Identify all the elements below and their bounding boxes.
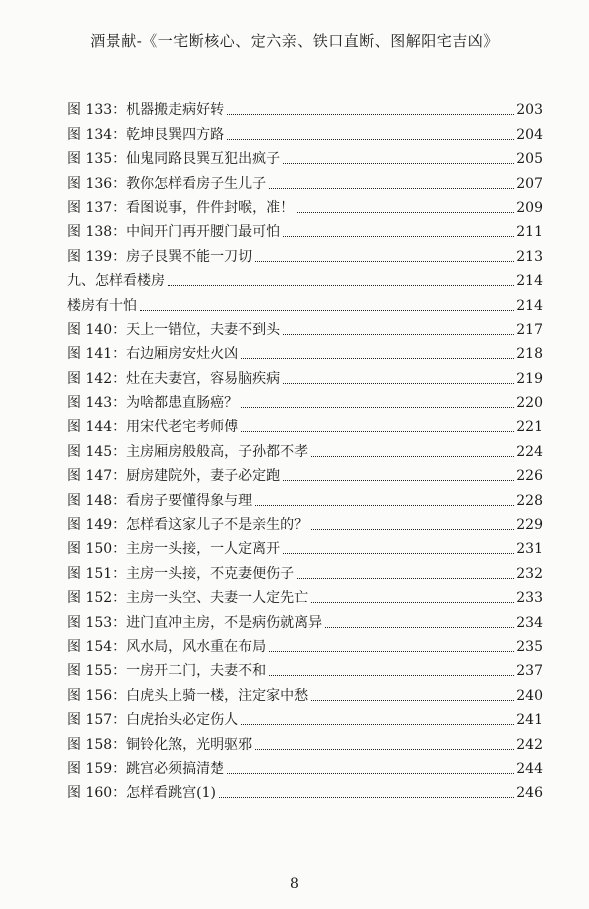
toc-entry-page: 213 — [516, 248, 543, 265]
toc-entry — [67, 339, 543, 363]
toc-entry — [67, 363, 543, 387]
toc-entry-page: 217 — [516, 321, 543, 338]
dot-leader — [297, 577, 514, 579]
dot-leader — [311, 455, 514, 457]
toc-entry-page: 204 — [516, 126, 543, 143]
toc-entry-title: 图 141：右边厢房安灶火凶 — [67, 346, 239, 363]
toc-entry — [67, 534, 543, 558]
toc-entry — [67, 144, 543, 168]
dot-leader — [227, 138, 514, 140]
toc-entry — [67, 315, 543, 339]
toc-entry — [67, 241, 543, 265]
toc-entry-title: 图 148：看房子要懂得象与理 — [67, 492, 253, 509]
page-number: 8 — [290, 876, 299, 892]
dot-leader — [283, 479, 514, 481]
toc-entry-title: 图 160：怎样看跳宫(1) — [67, 785, 217, 802]
toc-entry-title: 图 143：为啥都患直肠癌？ — [67, 395, 239, 412]
toc-entry-title: 图 155：一房开二门，夫妻不和 — [67, 663, 267, 680]
toc-entry — [67, 729, 543, 753]
toc-entry-title: 图 153：进门直冲主房，不是病伤就离异 — [67, 614, 323, 631]
toc-entry-page: 224 — [516, 443, 543, 460]
toc-entry-title: 图 144：用宋代老宅考师傅 — [67, 419, 239, 436]
toc-entry-title: 图 138：中间开门再开腰门最可怕 — [67, 224, 281, 241]
toc-entry-title: 图 158：铜铃化煞，光明驱邪 — [67, 736, 253, 753]
toc-entry-page: 246 — [516, 785, 543, 802]
toc-entry-title: 图 154：风水局，风水重在布局 — [67, 638, 267, 655]
dot-leader — [269, 187, 514, 189]
dot-leader — [255, 504, 514, 506]
toc-entry-title: 图 140：天上一错位，夫妻不到头 — [67, 321, 281, 338]
toc-entry-page: 240 — [516, 687, 543, 704]
toc-entry — [67, 436, 543, 460]
dot-leader — [241, 430, 514, 432]
dot-leader — [283, 552, 514, 554]
toc-entry-title: 九、怎样看楼房 — [67, 273, 165, 290]
toc-entry-page: 219 — [516, 370, 543, 387]
dot-leader — [255, 748, 514, 750]
toc-entry-title: 图 156：白虎头上骑一楼，注定家中愁 — [67, 687, 309, 704]
toc-entry-page: 211 — [516, 224, 543, 241]
toc-entry-title: 图 151：主房一头接，不克妻便伤子 — [67, 565, 295, 582]
toc-entry — [67, 632, 543, 656]
dot-leader — [269, 674, 514, 676]
dot-leader — [283, 235, 514, 237]
toc-entry — [67, 266, 543, 290]
toc-entry-title: 图 159：跳宫必须搞清楚 — [67, 760, 225, 777]
dot-leader — [311, 601, 514, 603]
toc-entry — [67, 217, 543, 241]
toc-entry-page: 235 — [516, 638, 543, 655]
toc-entry — [67, 510, 543, 534]
toc-entry-page: 220 — [516, 395, 543, 412]
toc-entry-title: 图 139：房子艮巽不能一刀切 — [67, 248, 253, 265]
toc-entry-title: 图 149：怎样看这家儿子不是亲生的？ — [67, 517, 309, 534]
toc-entry — [67, 168, 543, 192]
dot-leader — [311, 528, 514, 530]
toc-entry-page: 228 — [516, 492, 543, 509]
dot-leader — [311, 699, 514, 701]
toc-entry-title: 楼房有十怕 — [67, 297, 137, 314]
toc-entry-title: 图 133：机器搬走病好转 — [67, 102, 225, 119]
toc-entry-title: 图 150：主房一头接，一人定离开 — [67, 541, 281, 558]
toc-entry-title: 图 152：主房一头空、夫妻一人定先亡 — [67, 590, 309, 607]
toc-entry-page: 214 — [516, 273, 543, 290]
dot-leader — [297, 211, 514, 213]
toc-entry — [67, 485, 543, 509]
toc-entry-page: 209 — [516, 199, 543, 216]
toc-entry-title: 图 134：乾坤艮巽四方路 — [67, 126, 225, 143]
toc-entry-title: 图 137：看图说事，件件封喉，准！ — [67, 199, 295, 216]
dot-leader — [168, 284, 514, 286]
toc-entry — [67, 119, 543, 143]
toc-entry-page: 241 — [516, 712, 543, 729]
toc-entry-page: 237 — [516, 663, 543, 680]
dot-leader — [219, 796, 514, 798]
toc-entry-page: 207 — [516, 175, 543, 192]
toc-entry — [67, 705, 543, 729]
dot-leader — [283, 382, 514, 384]
toc-entry-page: 203 — [516, 102, 543, 119]
toc-entry-title: 图 157：白虎抬头必定伤人 — [67, 712, 239, 729]
table-of-contents — [67, 95, 543, 802]
dot-leader — [241, 357, 514, 359]
toc-entry — [67, 778, 543, 802]
dot-leader — [283, 333, 514, 335]
page-header: 酒景献-《一宅断核心、定六亲、铁口直断、图解阳宅吉凶》 — [90, 32, 499, 50]
dot-leader — [140, 309, 514, 311]
toc-entry — [67, 193, 543, 217]
toc-entry — [67, 583, 543, 607]
toc-entry-title: 图 142：灶在夫妻宫，容易脑疾病 — [67, 370, 281, 387]
toc-entry — [67, 461, 543, 485]
toc-entry-page: 232 — [516, 565, 543, 582]
dot-leader — [227, 113, 514, 115]
toc-entry-page: 214 — [516, 297, 543, 314]
toc-entry-page: 229 — [516, 517, 543, 534]
dot-leader — [241, 406, 514, 408]
toc-entry-page: 226 — [516, 468, 543, 485]
toc-entry-page: 205 — [516, 151, 543, 168]
toc-entry — [67, 680, 543, 704]
dot-leader — [283, 162, 514, 164]
toc-entry — [67, 95, 543, 119]
dot-leader — [255, 260, 514, 262]
dot-leader — [241, 723, 514, 725]
toc-entry-page: 244 — [516, 760, 543, 777]
toc-entry-page: 242 — [516, 736, 543, 753]
toc-entry — [67, 290, 543, 314]
dot-leader — [269, 650, 514, 652]
dot-leader — [325, 626, 514, 628]
toc-entry-page: 233 — [516, 590, 543, 607]
toc-entry-page: 221 — [516, 419, 543, 436]
toc-entry — [67, 754, 543, 778]
toc-entry — [67, 412, 543, 436]
toc-entry — [67, 656, 543, 680]
toc-entry — [67, 388, 543, 412]
toc-entry-page: 231 — [516, 541, 543, 558]
toc-entry-title: 图 136：教你怎样看房子生儿子 — [67, 175, 267, 192]
dot-leader — [227, 772, 514, 774]
toc-entry-page: 218 — [516, 346, 543, 363]
toc-entry-title: 图 135：仙鬼同路艮巽互犯出疯子 — [67, 151, 281, 168]
toc-entry — [67, 607, 543, 631]
toc-entry-title: 图 147：厨房建院外，妻子必定跑 — [67, 468, 281, 485]
toc-entry — [67, 558, 543, 582]
toc-entry-title: 图 145：主房厢房般般高，子孙都不孝 — [67, 443, 309, 460]
toc-entry-page: 234 — [516, 614, 543, 631]
